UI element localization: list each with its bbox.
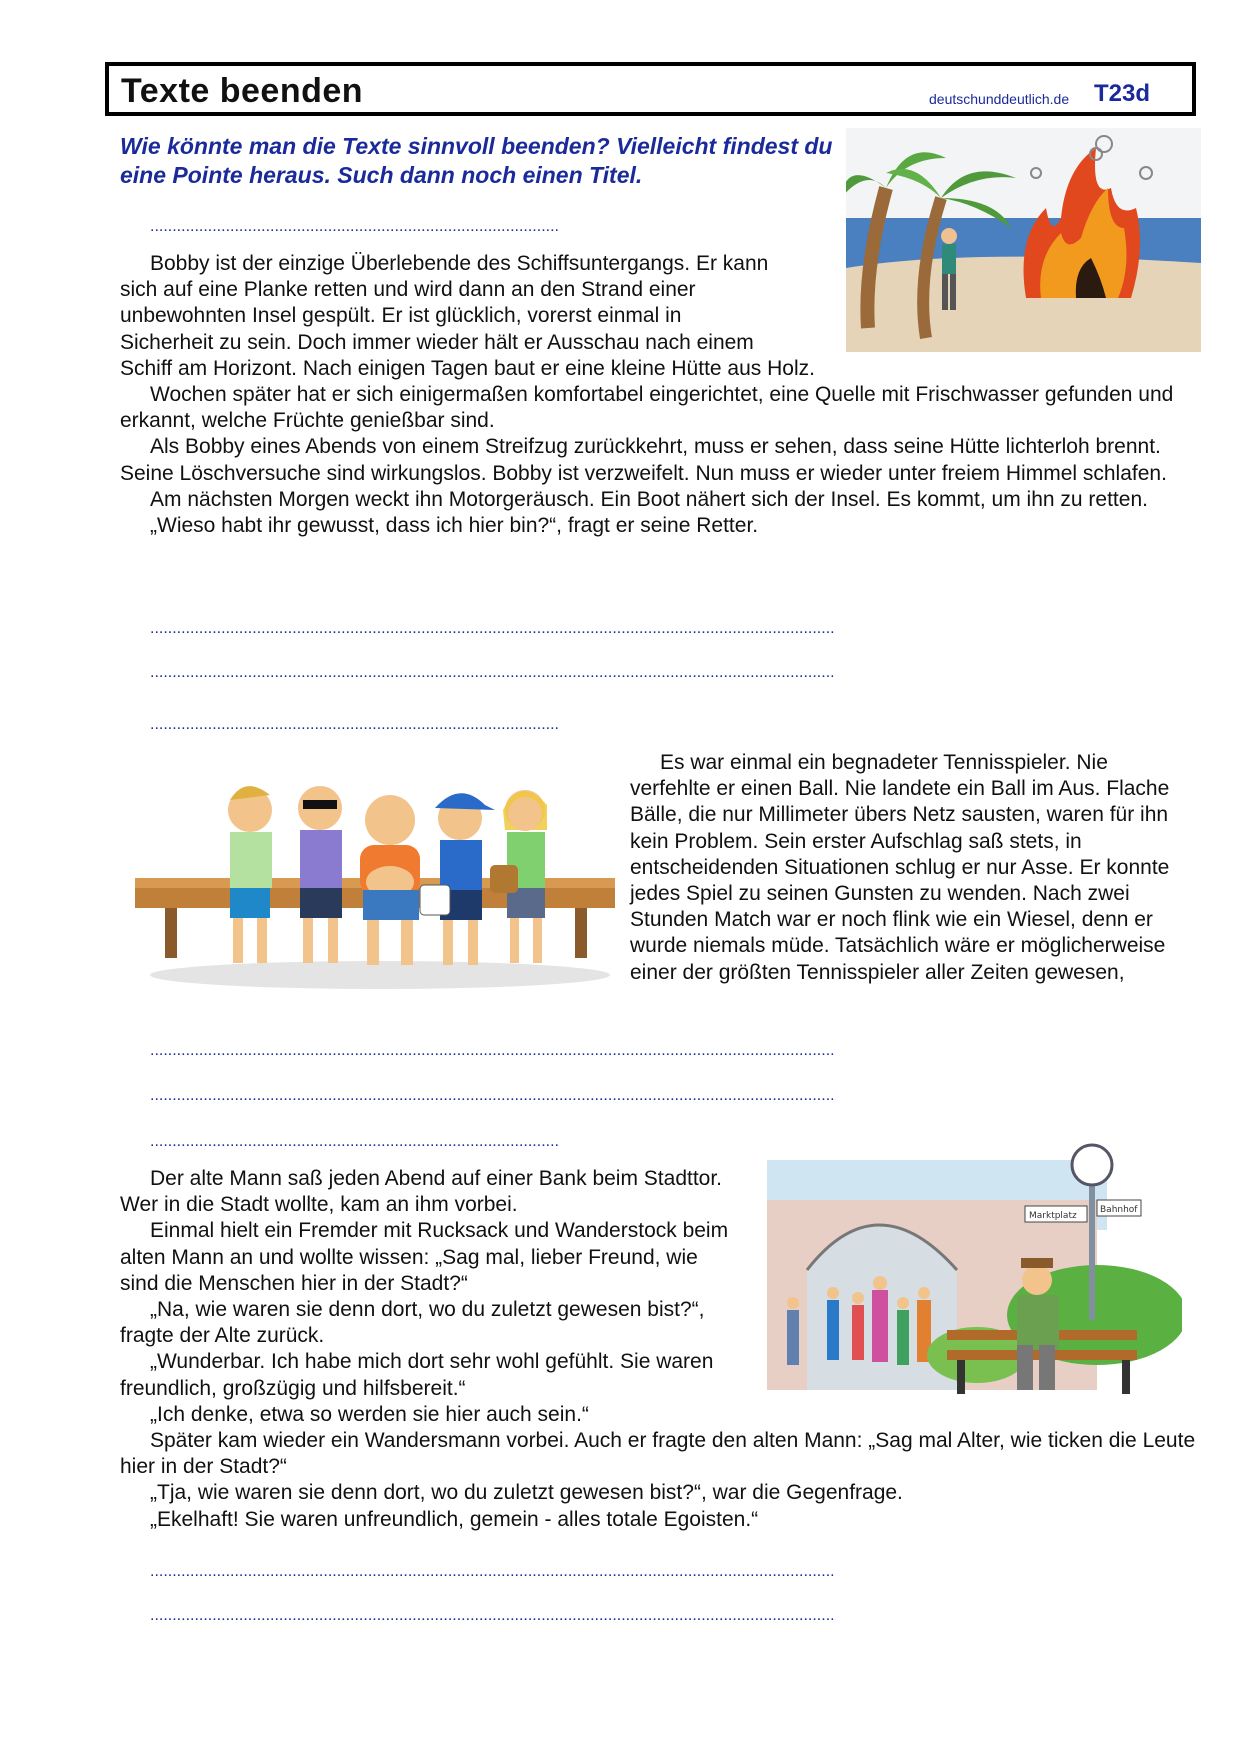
town-gate-illustration [767, 1140, 1182, 1402]
sign-right-text: Bahnhof [1100, 1205, 1138, 1215]
worksheet-header [105, 62, 1196, 116]
town-gate-drawing [767, 1140, 1182, 1402]
story-3-paragraph: Einmal hielt ein Fremder mit Rucksack und Wanderstock beim alten Mann an und wollte wissen: „Sag mal, lieber Freund, wie sind die Menschen hier in der Stadt?“ [120, 1219, 729, 1295]
story-1-line: Bobby ist der einzige Überlebende des Schiffsuntergangs. Er kann [150, 252, 769, 275]
story-2-paragraph [630, 750, 1190, 986]
ending-line-2b[interactable]: .......................................................................................................................................................... [150, 1087, 835, 1104]
ending-line-2a[interactable]: .......................................................................................................................................................... [150, 1042, 835, 1059]
story-1-paragraph: Als Bobby eines Abends von einem Streifzug zurückkehrt, muss er sehen, dass seine Hütte lichterloh brennt. Seine Löschversuche sind wirkungslos. Bobby ist verzweifelt. Nun muss er wieder unter freiem Himmel schlafen. [120, 435, 1167, 485]
worksheet-code: T23d [1094, 80, 1151, 107]
story-1-line: Sicherheit zu sein. Doch immer wieder hält er Ausschau nach einem [120, 330, 754, 354]
story-1-paragraph: „Wieso habt ihr gewusst, dass ich hier bin?“, fragt er seine Retter. [150, 514, 759, 538]
story-3-first-block [120, 1166, 740, 1428]
sign-left-text: Marktplatz [1029, 1211, 1077, 1221]
bench-group-illustration [135, 770, 620, 995]
ending-line-3b[interactable]: .......................................................................................................................................................... [150, 1607, 835, 1624]
story-1-line: unbewohnten Insel gespült. Er ist glücklich, vorerst einmal in [120, 304, 682, 328]
story-3-paragraph: „Tja, wie waren sie denn dort, wo du zuletzt gewesen bist?“, war die Gegenfrage. [150, 1481, 903, 1505]
story-3-paragraph: „Ekelhaft! Sie waren unfreundlich, gemein - alles totale Egoisten.“ [150, 1507, 759, 1531]
story-2-text: Es war einmal ein begnadeter Tennisspieler. Nie verfehlte er einen Ball. Nie landete ein Ball im Aus. Flache Bälle, die nur Millimeter übers Netz sausten, waren für ihn kein Problem. Sein erster Aufschlag saß stets, in entscheidenden Situationen schlug er nur Asse. Er konnte jedes Spiel zu seinen Gunsten zu wenden. Nach zwei Stunden Match war er noch flink wie ein Wiesel, denn er wurde niemals müde. Tatsächlich wäre er möglicherweise einer der größten Tennisspieler aller Zeiten gewesen, [630, 751, 1170, 984]
story-1-paragraph: Am nächsten Morgen weckt ihn Motorgeräusch. Ein Boot nähert sich der Insel. Es kommt, um ihn zu retten. [150, 487, 1148, 511]
task-instruction: Wie könnte man die Texte sinnvoll beenden? Vielleicht findest du eine Pointe heraus. Such dann noch einen Titel. [120, 133, 833, 188]
ending-line-1a[interactable]: .......................................................................................................................................................... [150, 620, 835, 637]
story-1-line: Schiff am Horizont. Nach einigen Tagen baut er eine kleine Hütte aus Holz. [120, 356, 815, 380]
island-drawing [846, 128, 1201, 352]
ending-line-3a[interactable]: .......................................................................................................................................................... [150, 1563, 835, 1580]
story-3-paragraph: Später kam wieder ein Wandersmann vorbei. Auch er fragte den alten Mann: „Sag mal Alter, wie ticken die Leute hier in der Stadt?“ [120, 1429, 1196, 1479]
title-line-1[interactable]: ............................................................................................ [150, 218, 559, 235]
island-illustration [846, 128, 1201, 352]
bench-drawing [135, 770, 620, 995]
site-name: deutschunddeutlich.de [929, 91, 1070, 107]
title-line-3[interactable]: ............................................................................................ [150, 1133, 559, 1150]
story-1-line: sich auf eine Planke retten und wird dann an den Strand einer [120, 278, 696, 302]
story-3-paragraph: „Na, wie waren sie denn dort, wo du zuletzt gewesen bist?“, fragte der Alte zurück. [120, 1298, 705, 1348]
story-1-first-paragraph [120, 251, 860, 382]
ending-line-1b[interactable]: .......................................................................................................................................................... [150, 664, 835, 681]
story-3-paragraph: „Wunderbar. Ich habe mich dort sehr wohl gefühlt. Sie waren freundlich, großzügig und hilfsbereit.“ [120, 1350, 714, 1400]
title-line-2[interactable]: ............................................................................................ [150, 716, 559, 733]
story-1-paragraph: Wochen später hat er sich einigermaßen komfortabel eingerichtet, eine Quelle mit Frischwasser gefunden und erkannt, welche Früchte genießbar sind. [120, 383, 1174, 433]
story-1-rest [120, 382, 1200, 539]
story-3-second-block [120, 1428, 1200, 1533]
story-3-paragraph: Der alte Mann saß jeden Abend auf einer Bank beim Stadttor. Wer in die Stadt wollte, kam an ihm vorbei. [120, 1167, 723, 1217]
story-3-paragraph: „Ich denke, etwa so werden sie hier auch sein.“ [150, 1402, 589, 1426]
page-title: Texte beenden [121, 72, 364, 110]
